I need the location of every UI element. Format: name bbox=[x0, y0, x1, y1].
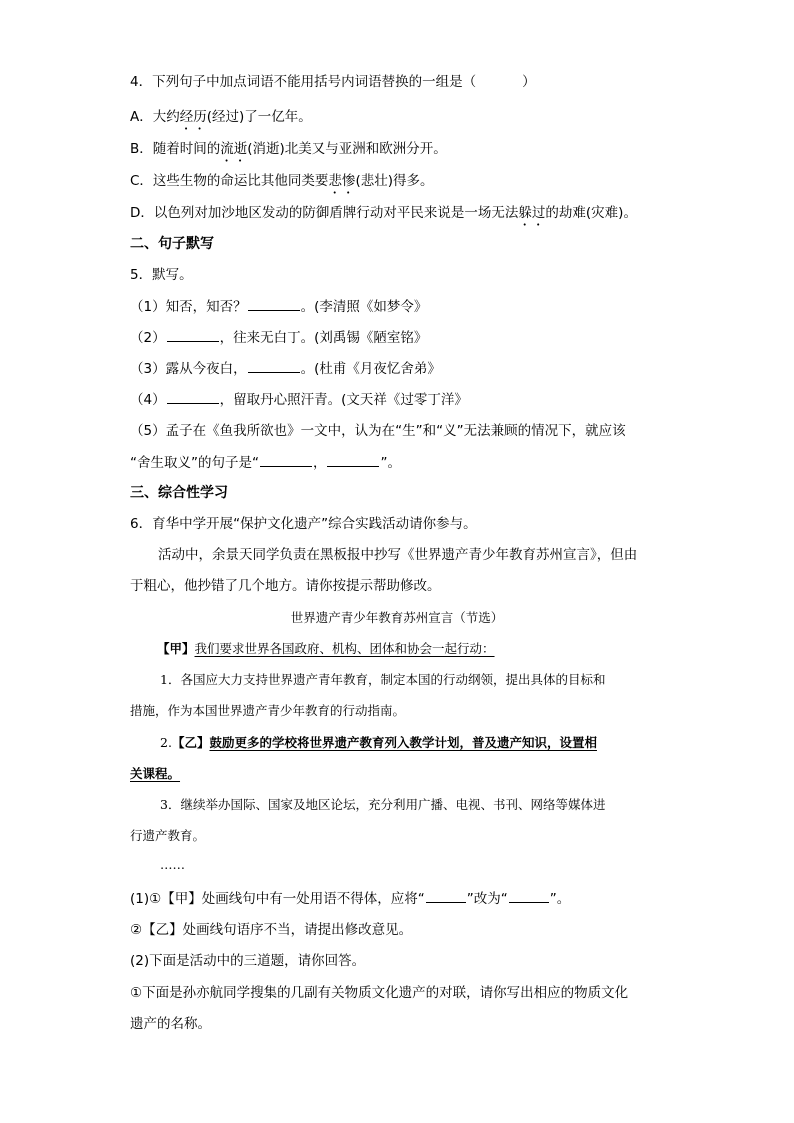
q6-sub-2: ②【乙】处画线句语序不当，请提出修改意见。 bbox=[130, 922, 413, 938]
answer-blank[interactable] bbox=[167, 327, 219, 342]
q5-item-5-line2: “舍生取义”的句子是“ ， ”。 bbox=[130, 452, 401, 473]
q4-option-b: B．随着时间的流逝(消逝)北美又与亚洲和欧洲分开。 bbox=[130, 141, 447, 157]
q5-item: （1）知否，知否？ 。(李清照《如梦令》 bbox=[130, 296, 427, 317]
dotted-word: 流逝 bbox=[220, 141, 248, 157]
declaration-jia: 【甲】我们要求世界各国政府、机构、团体和协会一起行动： bbox=[157, 641, 495, 656]
answer-blank[interactable] bbox=[167, 389, 219, 404]
answer-blank[interactable] bbox=[248, 358, 300, 373]
q5-stem: 5．默写。 bbox=[130, 267, 193, 283]
declaration-title: 世界遗产青少年教育苏州宣言（节选） bbox=[290, 610, 504, 625]
answer-blank[interactable] bbox=[509, 888, 549, 903]
answer-blank[interactable] bbox=[327, 452, 379, 467]
q4-option-d: D．以色列对加沙地区发动的防御盾牌行动对平民来说是一场无法躲过的劫难(灾难)。 bbox=[130, 205, 637, 221]
q5-item: （3）露从今夜白， 。(杜甫《月夜忆舍弟》 bbox=[130, 358, 441, 379]
declaration-item-3-line2: 行遗产教育。 bbox=[130, 828, 206, 843]
q6-sub-4-line1: ①下面是孙亦航同学搜集的几副有关物质文化遗产的对联，请你写出相应的物质文化 bbox=[130, 985, 629, 1001]
declaration-item-2-line1: 2.【乙】鼓励更多的学校将世界遗产教育列入教学计划，普及遗产知识，设置相 bbox=[160, 735, 597, 750]
declaration-item-3-line1: 3．继续举办国际、国家及地区论坛，充分利用广播、电视、书刊、网络等媒体进 bbox=[160, 797, 606, 812]
section-heading: 二、句子默写 bbox=[130, 236, 214, 252]
q4-stem: 4．下列句子中加点词语不能用括号内词语替换的一组是（ ） bbox=[130, 74, 536, 90]
dotted-word: 悲惨 bbox=[328, 173, 356, 189]
answer-blank[interactable] bbox=[248, 296, 300, 311]
q5-item: （4） ，留取丹心照汗青。(文天祥《过零丁洋》 bbox=[130, 389, 468, 410]
answer-blank[interactable] bbox=[426, 888, 466, 903]
q5-item-5-line1: （5）孟子在《鱼我所欲也》一文中，认为在“生”和“义”无法兼顾的情况下，就应该 bbox=[130, 423, 626, 439]
q4-option-c: C．这些生物的命运比其他同类要悲惨(悲壮)得多。 bbox=[130, 173, 434, 189]
declaration-item-2-line2: 关课程。 bbox=[130, 766, 181, 781]
q6-sub-1: (1)①【甲】处画线句中有一处用语不得体，应将“ ”改为“ ”。 bbox=[130, 888, 570, 909]
dotted-word: 经历 bbox=[179, 109, 207, 125]
q6-stem: 6．育华中学开展“保护文化遗产”综合实践活动请你参与。 bbox=[130, 516, 477, 532]
q5-item: （2） ，往来无白丁。(刘禹锡《陋室铭》 bbox=[130, 327, 427, 348]
q6-sub-4-line2: 遗产的名称。 bbox=[130, 1016, 211, 1032]
declaration-item-1-line2: 措施，作为本国世界遗产青少年教育的行动指南。 bbox=[130, 703, 406, 718]
q6-sub-3: (2)下面是活动中的三道题，请你回答。 bbox=[130, 953, 366, 969]
dotted-word: 躲过 bbox=[518, 205, 546, 221]
q4-option-a: A．大约经历(经过)了一亿年。 bbox=[130, 109, 312, 125]
q6-para-line1: 活动中，余景天同学负责在黑板报中抄写《世界遗产青少年教育苏州宣言》，但由 bbox=[158, 547, 638, 563]
section-heading: 三、综合性学习 bbox=[130, 485, 228, 501]
q6-para-line2: 于粗心，他抄错了几个地方。请你按提示帮助修改。 bbox=[130, 578, 441, 594]
declaration-item-1-line1: 1．各国应大力支持世界遗产青年教育，制定本国的行动纲领，提出具体的目标和 bbox=[160, 672, 606, 687]
ellipsis: …… bbox=[160, 857, 185, 872]
answer-blank[interactable] bbox=[260, 452, 312, 467]
